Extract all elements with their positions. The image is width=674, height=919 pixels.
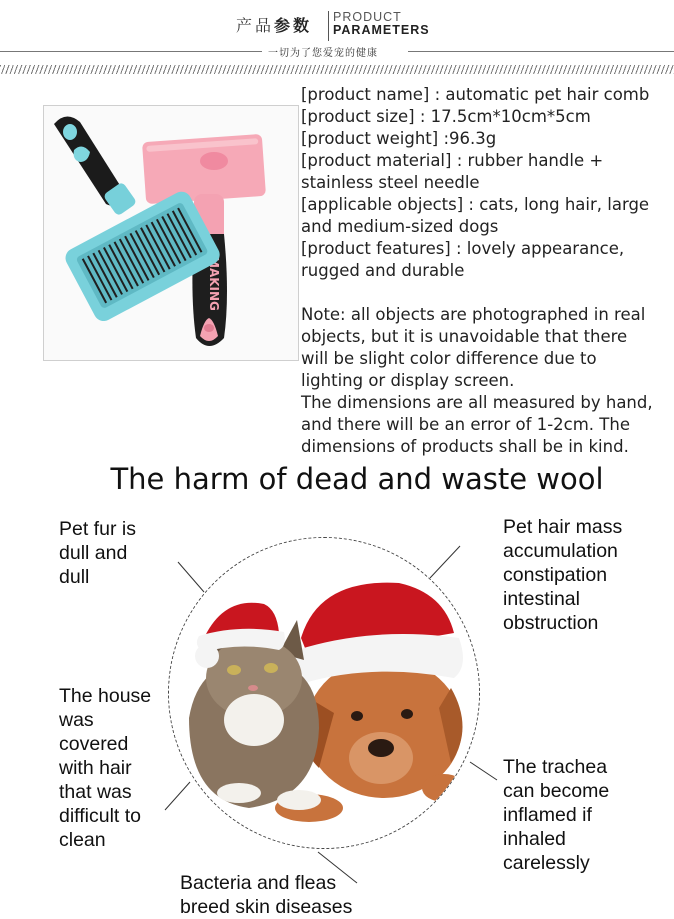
header-title-en: PRODUCT PARAMETERS [333, 10, 430, 37]
note-line: will be slight color difference due to [301, 349, 597, 368]
note-line: lighting or display screen. [301, 371, 515, 390]
cat-and-dog-illustration [169, 538, 479, 848]
spec-line: and medium-sized dogs [301, 217, 499, 236]
header-title-cn: 产品参数 [236, 16, 313, 35]
spec-line: [product features] : lovely appearance, [301, 239, 625, 258]
note-line: Note: all objects are photographed in real [301, 305, 646, 324]
harm-label-trachea: The trachea can become inflamed if inhaled carelessly [503, 756, 610, 874]
spec-line: stainless steel needle [301, 173, 480, 192]
section-title: The harm of dead and waste wool [110, 462, 604, 496]
spec-line: [product size] : 17.5cm*10cm*5cm [301, 107, 591, 126]
harm-label-bacteria: Bacteria and fleas breed skin diseases [180, 872, 353, 918]
spec-line: [product material] : rubber handle + [301, 151, 604, 170]
spec-line: rugged and durable [301, 261, 465, 280]
note-line: The dimensions are all measured by hand, [301, 393, 653, 412]
spec-line: [product weight] :96.3g [301, 129, 497, 148]
harm-label-hair-mass: Pet hair mass accumulation constipation intestinal obstruction [503, 516, 623, 634]
note-line: dimensions of products shall be in kind. [301, 437, 629, 456]
pets-circle-photo [168, 537, 480, 849]
note-line: and there will be an error of 1-2cm. The [301, 415, 630, 434]
harm-label-dull-fur: Pet fur is dull and dull [59, 518, 136, 588]
brush-brand-text: MAKING [207, 256, 221, 311]
spec-line: [product name] : automatic pet hair comb [301, 85, 650, 104]
spec-line: [applicable objects] : cats, long hair, large [301, 195, 650, 214]
header-tagline: 一切为了您爱宠的健康 [268, 48, 378, 59]
harm-label-house-hair: The house was covered with hair that was difficult to clean [59, 685, 152, 851]
note-line: objects, but it is unavoidable that there [301, 327, 628, 346]
